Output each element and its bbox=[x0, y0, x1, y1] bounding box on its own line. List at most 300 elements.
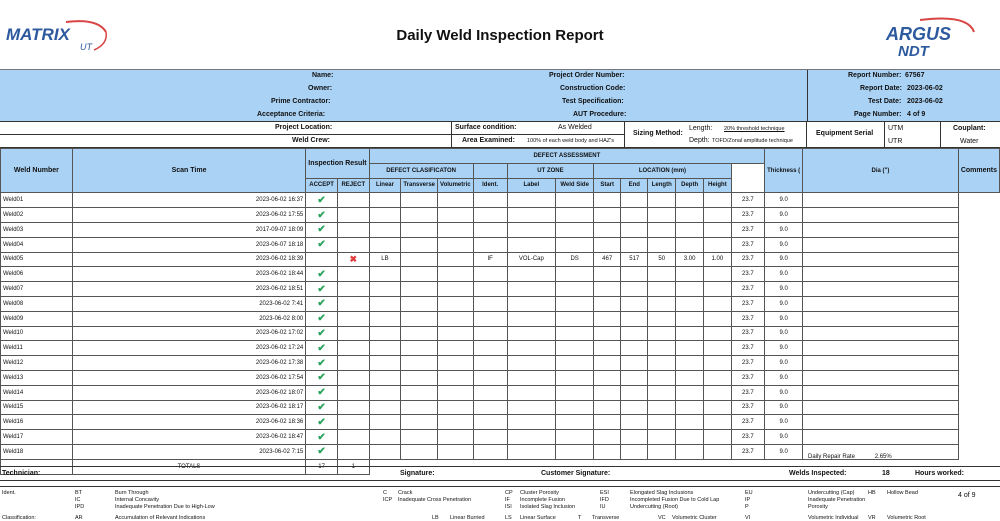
height-cell bbox=[704, 222, 731, 237]
ident-cell bbox=[473, 326, 507, 341]
linear-cell bbox=[369, 385, 401, 400]
end-cell bbox=[621, 193, 648, 208]
depth-label: Depth: bbox=[689, 137, 710, 144]
page-number-value: 4 of 9 bbox=[907, 111, 926, 118]
label-header: Label bbox=[507, 178, 555, 193]
reject-cell bbox=[337, 326, 369, 341]
start-cell bbox=[594, 341, 621, 356]
dia-cell: 9.0 bbox=[765, 208, 803, 223]
table-row bbox=[1, 400, 1000, 415]
ident-cell bbox=[473, 444, 507, 459]
accept-cell bbox=[306, 252, 338, 267]
table-row bbox=[1, 341, 1000, 356]
side-cell bbox=[555, 296, 593, 311]
comments-cell bbox=[803, 341, 959, 356]
dia-header: Dia (") bbox=[803, 149, 959, 193]
reject-cell bbox=[337, 415, 369, 430]
legend-description: Volumetric Root bbox=[887, 515, 926, 521]
legend-code: ISI bbox=[505, 504, 512, 510]
ident-cell bbox=[473, 267, 507, 282]
label-cell bbox=[507, 430, 555, 445]
scan-time-cell: 2023-06-02 17:54 bbox=[72, 370, 305, 385]
surface-condition-label: Surface condition: bbox=[455, 124, 517, 131]
scan-time-cell: 2023-06-02 18:39 bbox=[72, 252, 305, 267]
length-cell bbox=[648, 193, 676, 208]
table-row bbox=[1, 208, 1000, 223]
table-row bbox=[1, 370, 1000, 385]
page-number-label: Page Number: bbox=[854, 111, 902, 118]
dia-cell: 9.0 bbox=[765, 385, 803, 400]
project-location-label: Project Location: bbox=[275, 124, 333, 131]
scan-time-cell: 2023-06-02 18:36 bbox=[72, 415, 305, 430]
accept-cell bbox=[306, 326, 338, 341]
dia-cell: 9.0 bbox=[765, 356, 803, 371]
dia-cell: 9.0 bbox=[765, 252, 803, 267]
ident-cell bbox=[473, 415, 507, 430]
weld-number-cell: Weld01 bbox=[1, 193, 73, 208]
depth-header: Depth bbox=[676, 178, 704, 193]
welds-inspected-label: Welds Inspected: bbox=[789, 470, 847, 477]
reject-cell bbox=[337, 237, 369, 252]
inspection-result-header: Inspection Result bbox=[306, 149, 369, 179]
legend-code: ICP bbox=[383, 497, 393, 503]
reject-cell bbox=[337, 356, 369, 371]
legend-code: LB bbox=[432, 515, 439, 521]
depth-cell bbox=[676, 430, 704, 445]
start-cell bbox=[594, 430, 621, 445]
end-cell bbox=[621, 282, 648, 297]
accept-check-icon: ✔ bbox=[317, 401, 326, 413]
length-cell bbox=[648, 370, 676, 385]
legend-code: AR bbox=[75, 515, 83, 521]
side-cell bbox=[555, 208, 593, 223]
accept-check-icon: ✔ bbox=[317, 298, 326, 310]
legend-code: C bbox=[383, 490, 387, 496]
comments-cell bbox=[803, 356, 959, 371]
legend-description: Accumulation of Relevant Indications bbox=[115, 515, 206, 521]
depth-cell bbox=[676, 311, 704, 326]
comments-cell bbox=[803, 267, 959, 282]
legend-classification-label: Classification: bbox=[2, 515, 36, 521]
dia-cell: 9.0 bbox=[765, 267, 803, 282]
weld-number-cell: Weld05 bbox=[1, 252, 73, 267]
side-cell bbox=[555, 356, 593, 371]
linear-cell bbox=[369, 267, 401, 282]
comments-cell bbox=[803, 326, 959, 341]
depth-cell bbox=[676, 296, 704, 311]
length-cell bbox=[648, 282, 676, 297]
dia-cell: 9.0 bbox=[765, 430, 803, 445]
ident-cell: IF bbox=[473, 252, 507, 267]
start-cell bbox=[594, 296, 621, 311]
project-details-row bbox=[0, 122, 1000, 148]
accept-check-icon: ✔ bbox=[317, 224, 326, 236]
dia-cell: 9.0 bbox=[765, 296, 803, 311]
volumetric-cell bbox=[438, 296, 474, 311]
accept-cell bbox=[306, 222, 338, 237]
height-cell bbox=[704, 326, 731, 341]
start-cell bbox=[594, 444, 621, 459]
depth-cell bbox=[676, 400, 704, 415]
transverse-cell bbox=[401, 237, 438, 252]
volumetric-cell bbox=[438, 400, 474, 415]
thickness-cell: 23.7 bbox=[731, 208, 765, 223]
dia-cell: 9.0 bbox=[765, 193, 803, 208]
thickness-cell: 23.7 bbox=[731, 430, 765, 445]
label-cell bbox=[507, 282, 555, 297]
ut-zone-header: UT ZONE bbox=[507, 163, 594, 178]
start-cell bbox=[594, 415, 621, 430]
start-header: Start bbox=[594, 178, 621, 193]
transverse-cell bbox=[401, 222, 438, 237]
legend-code: IF bbox=[505, 497, 510, 503]
length-cell bbox=[648, 222, 676, 237]
label-cell bbox=[507, 370, 555, 385]
end-header: End bbox=[621, 178, 648, 193]
start-cell bbox=[594, 356, 621, 371]
height-cell bbox=[704, 385, 731, 400]
transverse-cell bbox=[401, 370, 438, 385]
page-title: Daily Weld Inspection Report bbox=[396, 27, 604, 44]
matrix-logo-sub: UT bbox=[80, 42, 92, 52]
matrix-ut-logo bbox=[6, 18, 111, 54]
thickness-cell: 23.7 bbox=[731, 296, 765, 311]
accept-check-icon: ✔ bbox=[317, 327, 326, 339]
volumetric-cell bbox=[438, 311, 474, 326]
accept-check-icon: ✔ bbox=[317, 313, 326, 325]
legend-description: Volumetric Individual bbox=[808, 515, 859, 521]
weld-number-cell: Weld13 bbox=[1, 370, 73, 385]
accept-check-icon: ✔ bbox=[317, 209, 326, 221]
table-row bbox=[1, 356, 1000, 371]
end-cell bbox=[621, 267, 648, 282]
height-cell bbox=[704, 193, 731, 208]
legend-code: IC bbox=[75, 497, 81, 503]
label-cell bbox=[507, 444, 555, 459]
scan-time-cell: 2023-06-02 18:44 bbox=[72, 267, 305, 282]
thickness-cell: 23.7 bbox=[731, 237, 765, 252]
comments-cell bbox=[803, 252, 959, 267]
accept-cell bbox=[306, 282, 338, 297]
hours-worked-label: Hours worked: bbox=[915, 470, 965, 477]
length-cell bbox=[648, 208, 676, 223]
test-date-label: Test Date: bbox=[868, 98, 902, 105]
accept-cell bbox=[306, 370, 338, 385]
ident-cell bbox=[473, 222, 507, 237]
label-cell bbox=[507, 341, 555, 356]
height-cell bbox=[704, 356, 731, 371]
transverse-cell bbox=[401, 252, 438, 267]
end-cell bbox=[621, 208, 648, 223]
depth-cell bbox=[676, 415, 704, 430]
total-reject: 1 bbox=[337, 459, 369, 474]
thickness-cell: 23.7 bbox=[731, 356, 765, 371]
transverse-header: Transverse bbox=[401, 178, 438, 193]
signature-label: Signature: bbox=[400, 470, 435, 477]
volumetric-cell bbox=[438, 430, 474, 445]
weld-inspection-table bbox=[0, 148, 1000, 475]
legend-code: IFD bbox=[600, 497, 609, 503]
linear-cell bbox=[369, 311, 401, 326]
reject-cell bbox=[337, 282, 369, 297]
depth-value: TOFD/Zonal amplitude technique bbox=[712, 138, 793, 144]
reject-cell bbox=[337, 430, 369, 445]
start-cell bbox=[594, 326, 621, 341]
length-cell bbox=[648, 430, 676, 445]
label-cell bbox=[507, 296, 555, 311]
legend-description: Incompleted Fusion Due to Cold Lap bbox=[630, 497, 720, 503]
side-cell bbox=[555, 400, 593, 415]
scan-time-cell: 2023-06-02 8:00 bbox=[72, 311, 305, 326]
weld-number-cell: Weld15 bbox=[1, 400, 73, 415]
height-cell bbox=[704, 430, 731, 445]
length-header: Length bbox=[648, 178, 676, 193]
legend-description: Inadequate Penetration Due to High-Low bbox=[115, 504, 215, 510]
length-cell bbox=[648, 400, 676, 415]
thickness-cell: 23.7 bbox=[731, 252, 765, 267]
volumetric-header: Volumetric bbox=[438, 178, 474, 193]
start-cell bbox=[594, 237, 621, 252]
ident-cell bbox=[473, 282, 507, 297]
end-cell bbox=[621, 415, 648, 430]
linear-cell bbox=[369, 356, 401, 371]
ident-cell bbox=[473, 296, 507, 311]
linear-cell bbox=[369, 370, 401, 385]
volumetric-cell bbox=[438, 385, 474, 400]
length-cell bbox=[648, 267, 676, 282]
transverse-cell bbox=[401, 193, 438, 208]
ident-cell bbox=[473, 430, 507, 445]
accept-check-icon: ✔ bbox=[317, 283, 326, 295]
end-cell bbox=[621, 222, 648, 237]
accept-check-icon: ✔ bbox=[317, 357, 326, 369]
accept-cell bbox=[306, 444, 338, 459]
height-cell bbox=[704, 370, 731, 385]
legend-description: Cluster Porosity bbox=[520, 490, 559, 496]
legend-description: Transverse bbox=[592, 515, 620, 521]
label-cell bbox=[507, 311, 555, 326]
height-cell bbox=[704, 282, 731, 297]
test-spec-label: Test Specification: bbox=[562, 98, 624, 105]
location-header: LOCATION (mm) bbox=[594, 163, 731, 178]
linear-cell bbox=[369, 415, 401, 430]
side-cell bbox=[555, 326, 593, 341]
transverse-cell bbox=[401, 267, 438, 282]
thickness-cell: 23.7 bbox=[731, 444, 765, 459]
reject-cell bbox=[337, 267, 369, 282]
transverse-cell bbox=[401, 430, 438, 445]
linear-cell bbox=[369, 282, 401, 297]
legend-description: Undercutting (Cap) bbox=[808, 490, 855, 496]
volumetric-cell bbox=[438, 252, 474, 267]
accept-check-icon: ✔ bbox=[317, 268, 326, 280]
label-cell bbox=[507, 237, 555, 252]
comments-header: Comments bbox=[958, 149, 999, 193]
thickness-cell: 23.7 bbox=[731, 400, 765, 415]
report-header bbox=[0, 0, 1000, 70]
legend-description: Elongated Slag Inclusions bbox=[630, 490, 694, 496]
legend-description: Volumetric Cluster bbox=[672, 515, 717, 521]
ident-cell bbox=[473, 385, 507, 400]
volumetric-cell bbox=[438, 208, 474, 223]
depth-cell bbox=[676, 356, 704, 371]
totals-label: TOTALS bbox=[72, 459, 305, 474]
thickness-cell: 23.7 bbox=[731, 267, 765, 282]
depth-cell bbox=[676, 208, 704, 223]
legend-code: VR bbox=[868, 515, 876, 521]
thickness-cell: 23.7 bbox=[731, 370, 765, 385]
end-cell bbox=[621, 341, 648, 356]
side-cell bbox=[555, 193, 593, 208]
legend-code: IU bbox=[600, 504, 606, 510]
ident-cell bbox=[473, 208, 507, 223]
dia-cell: 9.0 bbox=[765, 326, 803, 341]
accept-cell bbox=[306, 400, 338, 415]
comments-cell bbox=[803, 282, 959, 297]
label-cell bbox=[507, 208, 555, 223]
ndt-logo-text: NDT bbox=[898, 43, 929, 60]
weld-side-header: Weld Side bbox=[555, 178, 593, 193]
table-row bbox=[1, 311, 1000, 326]
accept-cell bbox=[306, 193, 338, 208]
comments-cell bbox=[803, 415, 959, 430]
legend-code: LS bbox=[505, 515, 512, 521]
linear-header: Linear bbox=[369, 178, 401, 193]
dia-cell: 9.0 bbox=[765, 400, 803, 415]
thickness-cell: 23.7 bbox=[731, 415, 765, 430]
height-cell bbox=[704, 415, 731, 430]
footer-page-number: 4 of 9 bbox=[958, 492, 976, 499]
legend-description: Inadequate Cross Penetration bbox=[398, 497, 472, 503]
scan-time-cell: 2023-06-02 18:51 bbox=[72, 282, 305, 297]
area-examined-value: 100% of each weld body and HAZ's bbox=[527, 138, 614, 144]
weld-number-cell: Weld07 bbox=[1, 282, 73, 297]
report-number-label: Report Number: bbox=[848, 72, 902, 79]
volumetric-cell bbox=[438, 415, 474, 430]
comments-cell bbox=[803, 296, 959, 311]
ident-cell bbox=[473, 356, 507, 371]
weld-number-cell: Weld06 bbox=[1, 267, 73, 282]
scan-time-cell: 2023-06-02 7:15 bbox=[72, 444, 305, 459]
area-examined-label: Area Examined: bbox=[462, 137, 515, 144]
weld-number-cell: Weld12 bbox=[1, 356, 73, 371]
table-row bbox=[1, 385, 1000, 400]
daily-repair-value: 2.65% bbox=[874, 454, 892, 460]
comments-cell bbox=[803, 311, 959, 326]
table-row bbox=[1, 237, 1000, 252]
scan-time-cell: 2023-06-02 17:02 bbox=[72, 326, 305, 341]
table-row bbox=[1, 222, 1000, 237]
end-cell bbox=[621, 326, 648, 341]
volumetric-cell bbox=[438, 341, 474, 356]
linear-cell bbox=[369, 341, 401, 356]
height-cell bbox=[704, 237, 731, 252]
report-date-label: Report Date: bbox=[860, 85, 903, 92]
start-cell bbox=[594, 193, 621, 208]
weld-number-cell: Weld14 bbox=[1, 385, 73, 400]
legend-ident-label: Ident. bbox=[2, 490, 16, 496]
length-value: 20% threshold technique bbox=[724, 126, 785, 132]
legend-description: Incomplete Fusion bbox=[520, 497, 565, 503]
name-label: Name: bbox=[312, 72, 334, 79]
weld-number-cell: Weld16 bbox=[1, 415, 73, 430]
dia-cell: 9.0 bbox=[765, 341, 803, 356]
end-cell bbox=[621, 400, 648, 415]
label-cell bbox=[507, 326, 555, 341]
length-cell: 50 bbox=[648, 252, 676, 267]
couplant-value: Water bbox=[960, 138, 979, 145]
dia-cell: 9.0 bbox=[765, 237, 803, 252]
end-cell bbox=[621, 430, 648, 445]
side-cell bbox=[555, 415, 593, 430]
technician-label: Technician: bbox=[2, 470, 41, 477]
side-cell: DS bbox=[555, 252, 593, 267]
linear-cell bbox=[369, 222, 401, 237]
reject-cell bbox=[337, 208, 369, 223]
dia-cell: 9.0 bbox=[765, 444, 803, 459]
comments-cell bbox=[803, 370, 959, 385]
ident-cell bbox=[473, 237, 507, 252]
reject-cell bbox=[337, 296, 369, 311]
height-cell bbox=[704, 208, 731, 223]
side-cell bbox=[555, 237, 593, 252]
project-order-label: Project Order Number: bbox=[549, 72, 625, 79]
legend-code: HB bbox=[868, 490, 876, 496]
linear-cell bbox=[369, 326, 401, 341]
label-cell bbox=[507, 400, 555, 415]
length-cell bbox=[648, 385, 676, 400]
utm-label: UTM bbox=[888, 125, 904, 132]
transverse-cell bbox=[401, 444, 438, 459]
accept-cell bbox=[306, 430, 338, 445]
defect-classification-header: DEFECT CLASIFICATON bbox=[369, 163, 473, 178]
defect-legend bbox=[0, 486, 1000, 521]
ident-cell bbox=[473, 400, 507, 415]
start-cell bbox=[594, 370, 621, 385]
weld-number-cell: Weld17 bbox=[1, 430, 73, 445]
scan-time-cell: 2017-09-07 18:09 bbox=[72, 222, 305, 237]
volumetric-cell bbox=[438, 356, 474, 371]
construction-code-label: Construction Code: bbox=[560, 85, 626, 92]
legend-description: Burn Through bbox=[115, 490, 149, 496]
accept-cell bbox=[306, 296, 338, 311]
ident-header: Ident. bbox=[473, 178, 507, 193]
transverse-cell bbox=[401, 356, 438, 371]
side-cell bbox=[555, 385, 593, 400]
end-cell bbox=[621, 237, 648, 252]
weld-number-cell: Weld11 bbox=[1, 341, 73, 356]
thickness-cell: 23.7 bbox=[731, 222, 765, 237]
customer-signature-label: Customer Signature: bbox=[541, 470, 611, 477]
height-cell bbox=[704, 341, 731, 356]
volumetric-cell bbox=[438, 267, 474, 282]
side-cell bbox=[555, 430, 593, 445]
length-cell bbox=[648, 444, 676, 459]
thickness-cell: 23.7 bbox=[731, 326, 765, 341]
reject-cell bbox=[337, 400, 369, 415]
end-cell bbox=[621, 385, 648, 400]
side-cell bbox=[555, 222, 593, 237]
comments-cell bbox=[803, 385, 959, 400]
table-row bbox=[1, 326, 1000, 341]
owner-label: Owner: bbox=[308, 85, 333, 92]
height-header: Height bbox=[704, 178, 731, 193]
scan-time-cell: 2023-06-02 18:17 bbox=[72, 400, 305, 415]
depth-cell bbox=[676, 385, 704, 400]
accept-check-icon: ✔ bbox=[317, 416, 326, 428]
accept-check-icon: ✔ bbox=[317, 446, 326, 458]
accept-cell bbox=[306, 237, 338, 252]
